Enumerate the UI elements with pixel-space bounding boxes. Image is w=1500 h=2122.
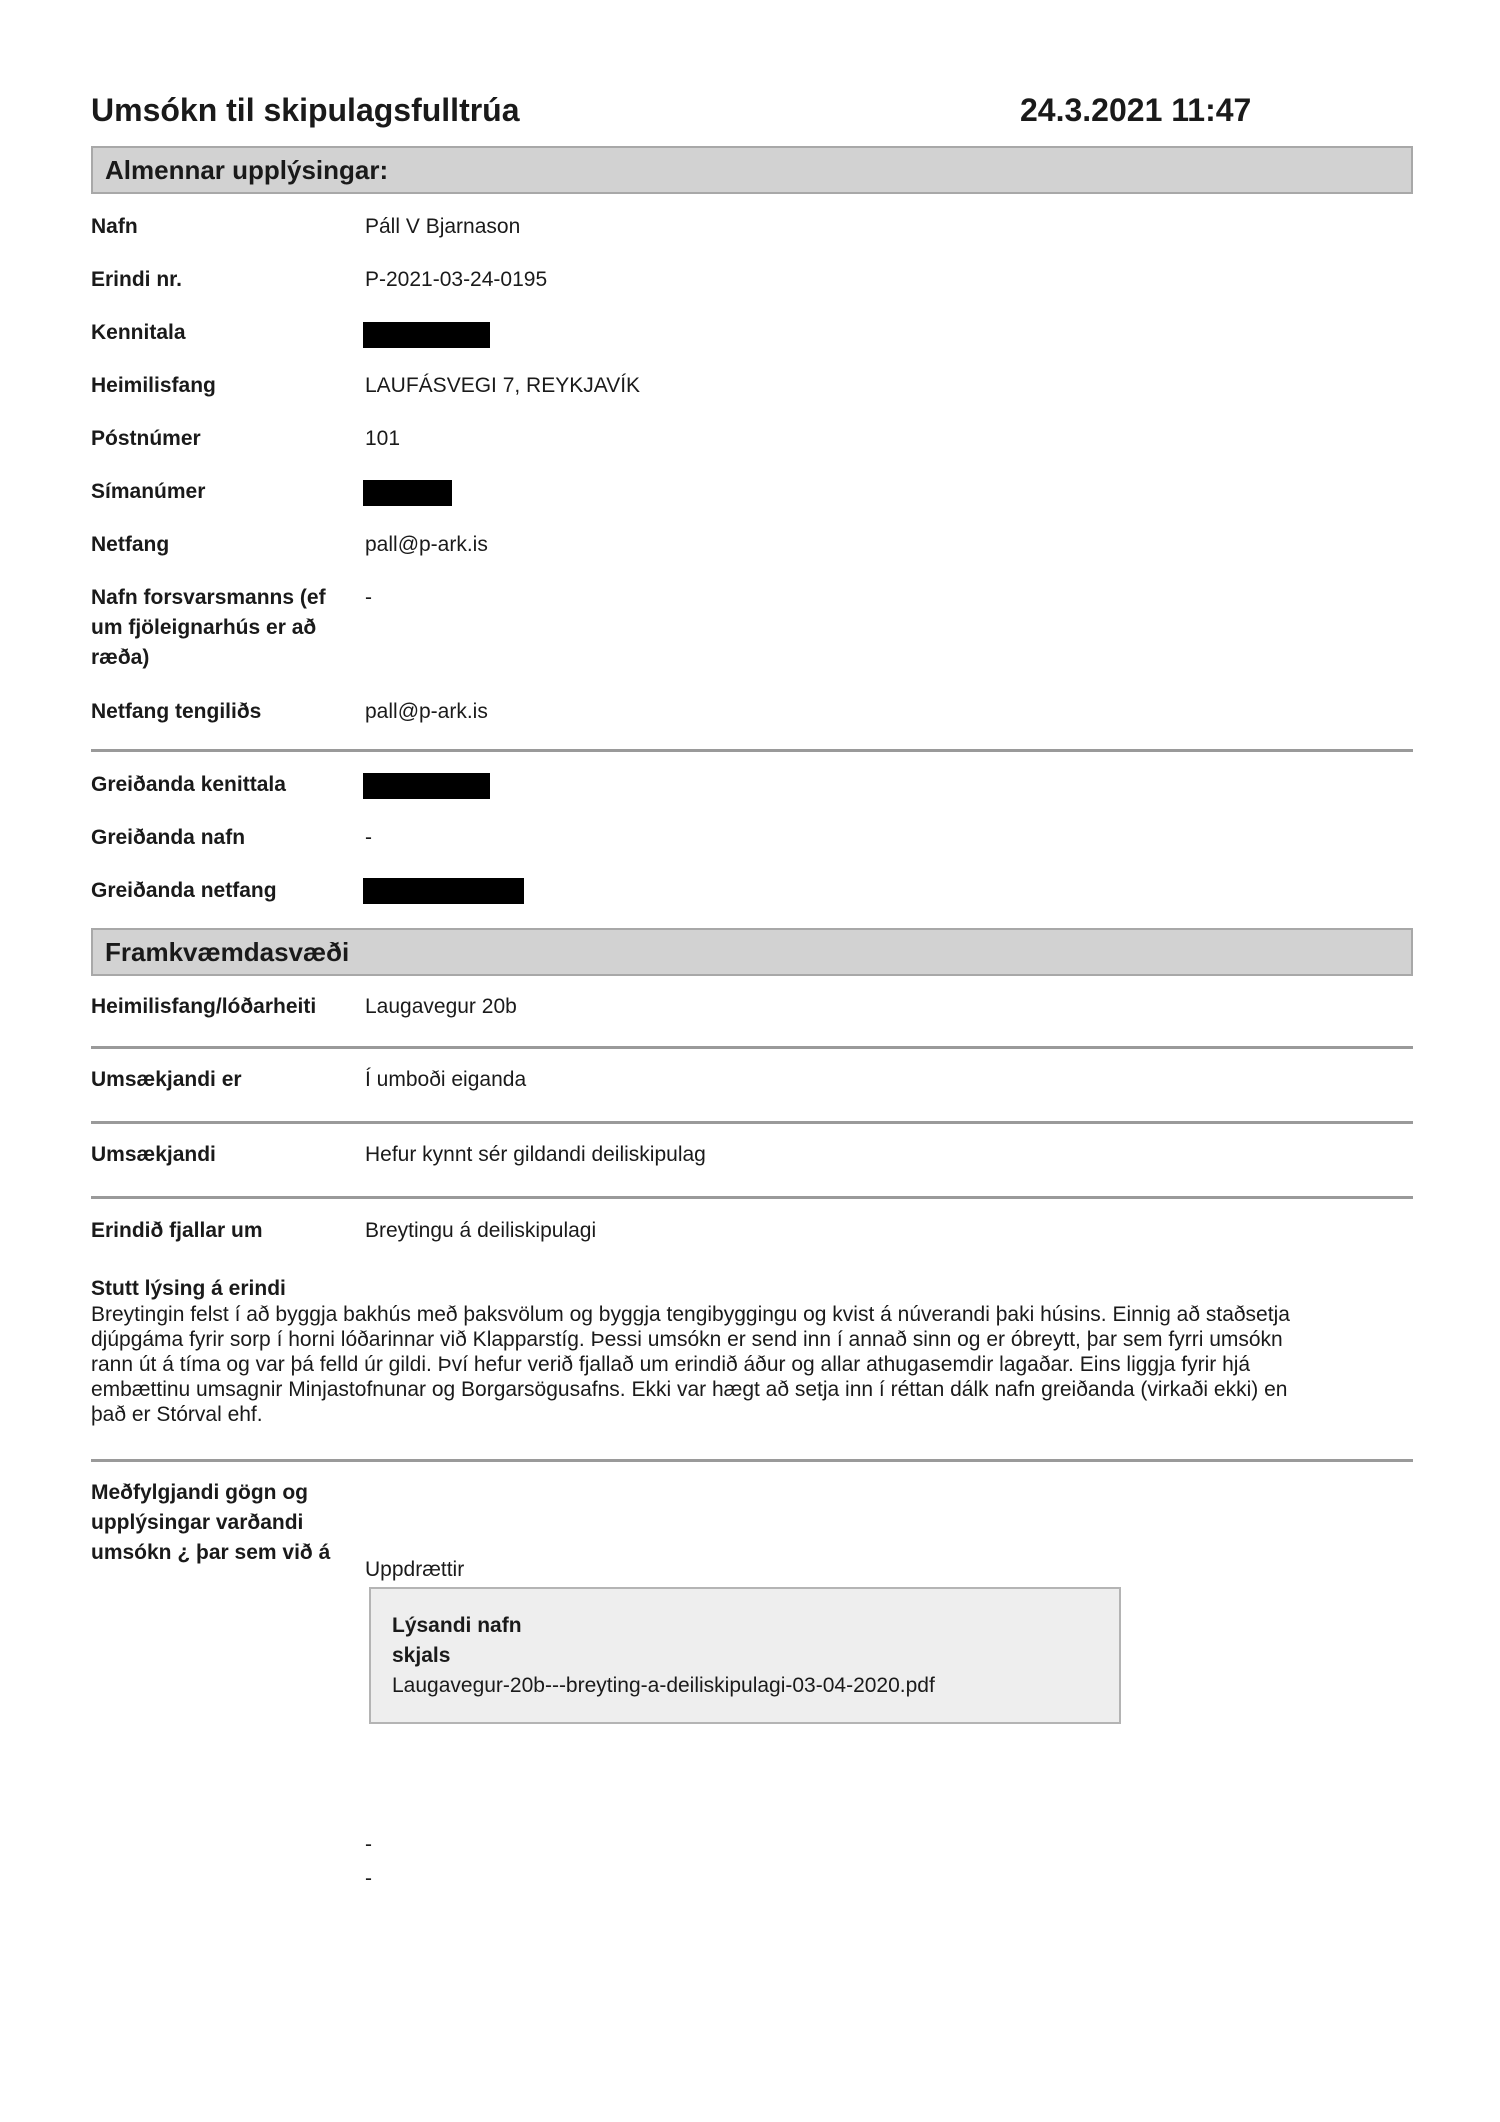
field-value: Hefur kynnt sér gildandi deiliskipulag xyxy=(365,1143,706,1166)
attachments-label: Meðfylgjandi gögn og upplýsingar varðandi umsókn ¿ þar sem við á xyxy=(91,1481,331,1564)
field-value: Breytingu á deiliskipulagi xyxy=(365,1219,597,1242)
field-label: Netfang tengiliðs xyxy=(91,700,262,723)
page-title: Umsókn til skipulagsfulltrúa xyxy=(91,92,520,128)
description-line: embættinu umsagnir Minjastofnunar og Borgarsögusafns. Ekki var hægt að setja inn í réttan dálk nafn greiðanda (virkaði ekki) en xyxy=(91,1378,1288,1401)
attachment-extra-2: - xyxy=(365,1867,372,1890)
field-label: Greiðanda kenittala xyxy=(91,773,286,796)
field-label: Netfang xyxy=(91,533,170,556)
section-header-project: Framkvæmdasvæði xyxy=(91,928,1413,976)
field-value: pall@p-ark.is xyxy=(365,700,488,723)
field-label: Umsækjandi xyxy=(91,1143,216,1166)
attachment-file-label: Lýsandi nafn xyxy=(392,1614,522,1637)
attachment-file-label: skjals xyxy=(392,1644,451,1667)
field-label: Nafn xyxy=(91,215,138,238)
attachment-card xyxy=(369,1587,1121,1724)
field-label: Greiðanda netfang xyxy=(91,879,277,902)
section-divider xyxy=(91,1196,1413,1199)
field-value: P-2021-03-24-0195 xyxy=(365,268,548,291)
description-text xyxy=(91,1302,1413,1427)
field-value: Laugavegur 20b xyxy=(365,995,517,1018)
field-label: Greiðanda nafn xyxy=(91,826,246,849)
field-value: - xyxy=(365,586,372,609)
field-label: Erindi nr. xyxy=(91,268,183,291)
field-value: Páll V Bjarnason xyxy=(365,215,521,238)
field-label: Póstnúmer xyxy=(91,427,201,450)
field-value: Í umboði eiganda xyxy=(365,1068,527,1091)
description-line: Breytingin felst í að byggja bakhús með þaksvölum og byggja tengibyggingu og kvist á núverandi þaki húsins. Einnig að staðsetja xyxy=(91,1303,1290,1326)
attachment-group-label: Uppdrættir xyxy=(365,1558,465,1581)
section-header-general: Almennar upplýsingar: xyxy=(91,146,1413,194)
redaction-block xyxy=(363,773,490,799)
field-value: - xyxy=(365,826,372,849)
field-label: Erindið fjallar um xyxy=(91,1219,263,1242)
attachment-extra-1: - xyxy=(365,1833,372,1856)
submission-datetime: 24.3.2021 11:47 xyxy=(1020,92,1252,128)
redaction-block xyxy=(363,878,524,904)
field-label: Nafn forsvarsmanns (ef um fjöleignarhús er að ræða) xyxy=(91,586,326,669)
attachment-file-link[interactable]: Laugavegur-20b---breyting-a-deiliskipulagi-03-04-2020.pdf xyxy=(392,1674,935,1697)
section-divider xyxy=(91,1046,1413,1049)
field-value: pall@p-ark.is xyxy=(365,533,488,556)
description-line: það er Stórval ehf. xyxy=(91,1403,263,1426)
redaction-block xyxy=(363,480,452,506)
field-label: Kennitala xyxy=(91,321,186,344)
redaction-block xyxy=(363,322,490,348)
field-value: LAUFÁSVEGI 7, REYKJAVÍK xyxy=(365,374,641,397)
section-divider xyxy=(91,1459,1413,1462)
field-label: Símanúmer xyxy=(91,480,206,503)
field-label: Umsækjandi er xyxy=(91,1068,242,1091)
description-line: rann út á tíma og var þá felld úr gildi. Því hefur verið fjallað um erindið áður og allar athugasemdir lagaðar. Eins liggja fyrir hjá xyxy=(91,1353,1251,1376)
description-block xyxy=(91,1276,1413,1427)
field-label: Heimilisfang xyxy=(91,374,216,397)
description-line: djúpgáma fyrir sorp í horni lóðarinnar við Klapparstíg. Þessi umsókn er send inn í annað sinn og er óbreytt, þar sem fyrri umsókn xyxy=(91,1328,1283,1351)
field-value: 101 xyxy=(365,427,401,450)
section-divider xyxy=(91,1121,1413,1124)
field-label: Heimilisfang/lóðarheiti xyxy=(91,995,317,1018)
section-divider xyxy=(91,749,1413,752)
description-title: Stutt lýsing á erindi xyxy=(91,1277,286,1300)
